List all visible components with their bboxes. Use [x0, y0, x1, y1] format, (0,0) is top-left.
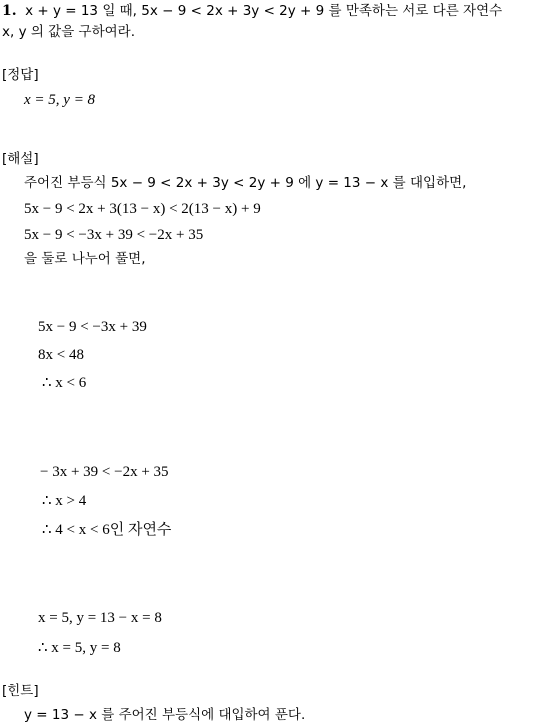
solution-line-1: 주어진 부등식 5x − 9 < 2x + 3y < 2y + 9 에 y = 13 − x 를 대입하면, — [24, 175, 467, 191]
hint-text: y = 13 − x 를 주어진 부등식에 대입하여 푼다. — [24, 707, 306, 723]
solution-line-4: 을 둘로 나누어 풀면, — [24, 251, 146, 267]
block1-line-2: 8x < 48 — [38, 347, 84, 363]
block2-line-3: ∴ 4 < x < 6인 자연수 — [42, 522, 172, 538]
solution-heading: [해설] — [2, 151, 39, 167]
answer-heading: [정답] — [2, 67, 39, 83]
solution-line-2: 5x − 9 < 2x + 3(13 − x) < 2(13 − x) + 9 — [24, 201, 261, 217]
block3-line-2: ∴ x = 5, y = 8 — [38, 640, 121, 656]
problem-statement — [2, 2, 502, 20]
block3-line-1: x = 5, y = 13 − x = 8 — [38, 610, 162, 626]
block1-line-1: 5x − 9 < −3x + 39 — [38, 319, 147, 335]
hint-heading: [힌트] — [2, 683, 39, 699]
problem-number: 1. — [2, 3, 17, 19]
block2-line-1: − 3x + 39 < −2x + 35 — [40, 464, 169, 480]
solution-line-3: 5x − 9 < −3x + 39 < −2x + 35 — [24, 227, 204, 243]
problem-line-1: x + y = 13 일 때, 5x − 9 < 2x + 3y < 2y + 9 를 만족하는 서로 다른 자연수 — [25, 3, 503, 19]
answer-text: x = 5, y = 8 — [24, 92, 96, 108]
problem-line-2: x, y 의 값을 구하여라. — [2, 24, 136, 40]
block2-line-2: ∴ x > 4 — [42, 493, 87, 509]
block1-line-3: ∴ x < 6 — [42, 375, 87, 391]
